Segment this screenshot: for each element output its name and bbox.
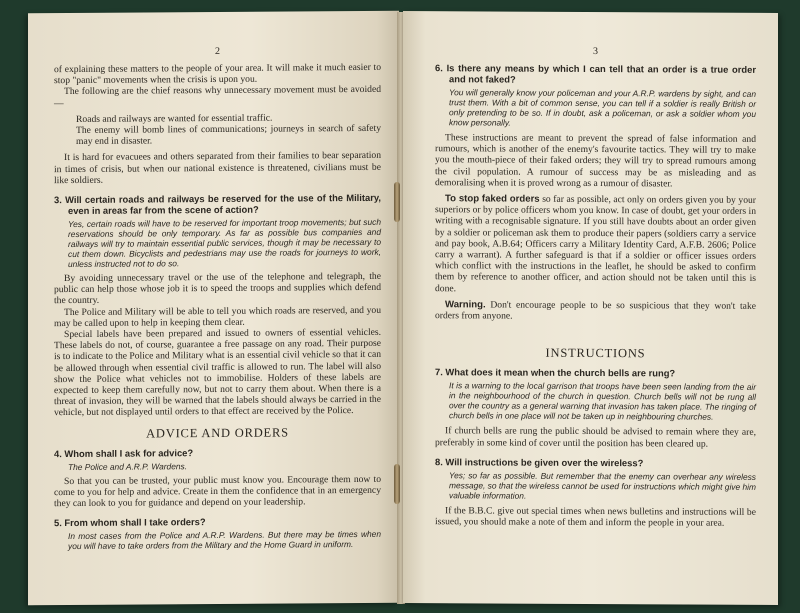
page-number: 2	[215, 45, 220, 57]
question-8: 8. Will instructions be given over the wireless?	[435, 456, 644, 469]
paragraph: If the B.B.C. give out special times when news bulletins and instructions will be issued, you should make a note of them and inform the people in your area.	[435, 505, 756, 529]
right-page	[403, 11, 778, 605]
open-booklet	[28, 12, 778, 604]
answer-3: Yes, certain roads will have to be reserved for important troop movements; but such reservations should be only temporary. As far as possible bus companies and railways will try to maintain essential public services, though it may be necessary to cut them down. Bicyclists and pedestrians may use the roads for journeys to work, unless instructed not to do so.	[68, 216, 381, 270]
reason-list	[54, 112, 381, 148]
right-body	[435, 62, 756, 529]
question-4: 4. Whom shall I ask for advice?	[54, 447, 194, 459]
paragraph: The following are the chief reasons why unnecessary movement must be avoided—	[54, 84, 381, 109]
list-item: The enemy will bomb lines of communications; journeys in search of safety may end in disaster.	[76, 122, 381, 148]
paragraph: If church bells are rung the public should be advised to remain where they are, preferably in some kind of cover until the position has been cleared up.	[435, 425, 756, 450]
paragraph: It is hard for evacuees and others separated from their families to bear separation in times of crisis, but when our national existence is threatened, civilians must be like soldiers.	[54, 150, 381, 186]
left-body	[54, 62, 381, 552]
question-3: 3. Will certain roads and railways be reserved for the use of the Military, even in areas far from the scene of action?	[54, 191, 381, 217]
paragraph: of explaining these matters to the people of your area. It will make it much easier to stop "panic" movements when the crisis is upon you.	[54, 61, 381, 87]
lead-phrase: To stop faked orders	[445, 193, 540, 205]
paragraph-faked-orders	[435, 193, 756, 296]
answer-4: The Police and A.R.P. Wardens.	[68, 461, 188, 472]
list-item: Roads and railways are wanted for essential traffic.	[76, 112, 273, 125]
answer-7: It is a warning to the local garrison that troops have been seen landing from the air in the neighbourhood of the church in question. Church bells will not be rung all over the country as a general warning that invasion has taken place. The ringing of church bells in one place will not be taken up in neighbouring churches.	[449, 380, 756, 423]
answer-5: In most cases from the Police and A.R.P. Wardens. But there may be times when you will have to take orders from the Military and the Home Guard in uniform.	[68, 529, 381, 552]
paragraph-text: Don't encourage people to be so suspicious that they won't take orders from anyone.	[435, 299, 756, 322]
paragraph: By avoiding unnecessary travel or the use of the telephone and telegraph, the public can help those whose job it is to speed the troops and supplies which defend the country.	[54, 270, 381, 307]
page-number: 3	[593, 46, 598, 58]
question-5: 5. From whom shall I take orders?	[54, 516, 206, 529]
answer-6: You will generally know your policeman and your A.R.P. wardens by sight, and can trust them. With a bit of common sense, you can tell if a soldier is really British or only pretending to be so. If in doubt, ask a policeman, or ask a soldier whom you know personally.	[449, 87, 756, 128]
section-heading-advice: ADVICE AND ORDERS	[146, 425, 289, 441]
left-page	[28, 11, 399, 606]
warning-label: Warning.	[445, 299, 486, 311]
paragraph: These instructions are meant to prevent the spread of false information and rumours, which is another of the enemy's favourite tactics. They will try to make you the mouth-piece of their faked orders; they will try to spread rumours among the civil population. A rumour of success may be as misleading and as demoralising when it is proved wrong as a rumour of disaster.	[435, 132, 756, 190]
paragraph: So that you can be trusted, your public must know you. Encourage them now to come to you for help and advice. Create in them the confidence that in an emergency they can look to you for guidance and depend on your leadership.	[54, 473, 381, 510]
paragraph: Special labels have been prepared and issued to owners of essential vehicles. These labels do not, of course, guarantee a free passage on any road. Their purpose is to indicate to the Police and Military what is an essential civil vehicle so that it can be allowed through when essential civil traffic is allowed to run. The label will also show the Police what vehicles not to immobilise. Holders of these labels are expected to keep them carefully now, but not to carry them about. When there is a threat of invasion, they will be warned that the labels should always be carried in the vehicle, but not displayed until orders to that effect are received by the Police.	[54, 326, 381, 419]
question-7: 7. What does it mean when the church bells are rung?	[435, 366, 676, 379]
staple-top	[394, 182, 400, 222]
paragraph-text: so far as possible, act only on orders given you by your superiors or by police officers whom you know. In case of doubt, get your orders in writing with a recognisable signature. If you still have doubts about an order given by a soldier or policeman ask them to produce their papers (soldiers carry a service and pay book, A.B.64; Officers carry a Military Identity Card, A.F.B. 2606; Police carry a warrant). A further safeguard is that if a soldier or officer issues orders which conflict with the instructions in the leaflet, he should be asked to confirm them by reference to another officer, and action should not be taken until this is done.	[435, 193, 756, 294]
paragraph-warning	[435, 299, 756, 323]
question-6: 6. Is there any means by which I can tell that an order is a true order and not faked?	[435, 62, 756, 85]
paragraph: The Police and Military will be able to tell you which roads are reserved, and you may be called upon to help in keeping them clear.	[54, 304, 381, 329]
staple-bottom	[394, 464, 400, 504]
answer-8: Yes; so far as possible. But remember that the enemy can overhear any wireless message, so that the wireless cannot be used for instructions which might give him valuable information.	[449, 470, 756, 501]
section-heading-instructions: INSTRUCTIONS	[545, 346, 646, 361]
